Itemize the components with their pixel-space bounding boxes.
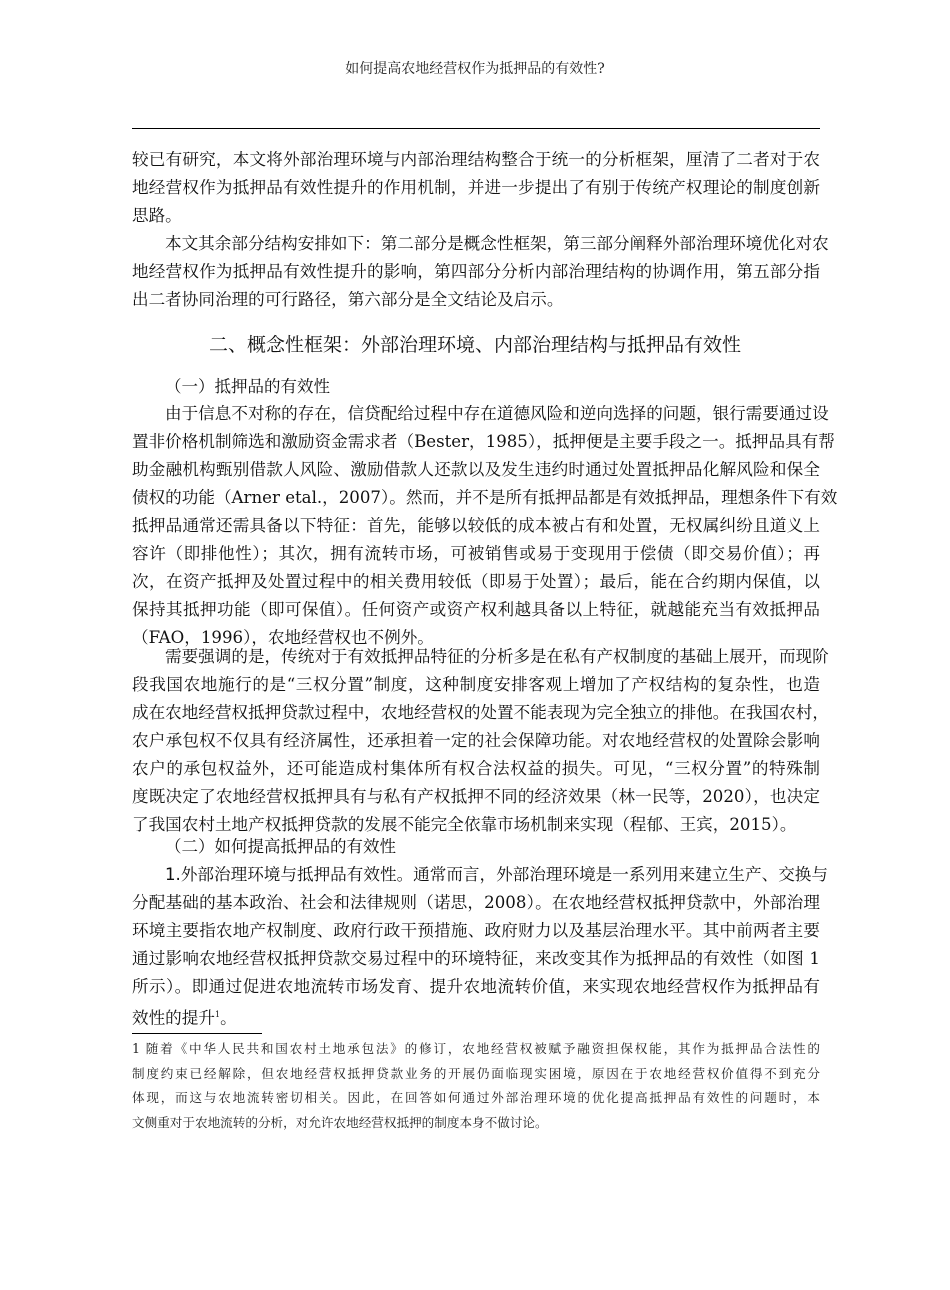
intro-paragraph-1: [132, 146, 820, 230]
paragraph-line: 地经营权作为抵押品有效性提升的作用机制，并进一步提出了有别于传统产权理论的制度创新: [132, 178, 820, 197]
collateral-paragraph-2: [132, 643, 829, 839]
paragraph-line: 需要强调的是，传统对于有效抵押品特征的分析多是在私有产权制度的基础上展开，而现阶: [165, 647, 829, 666]
paragraph-line: （FAO，1996），农地经营权也不例外。: [132, 628, 434, 647]
paragraph-line: 1.外部治理环境与抵押品有效性。通常而言，外部治理环境是一系列用来建立生产、交换与: [165, 865, 828, 884]
paragraph-line: 助金融机构甄别借款人风险、激励借款人还款以及发生违约时通过处置抵押品化解风险和保全: [132, 460, 820, 479]
paragraph-line: 农户的承包权益外，还可能造成村集体所有权合法权益的损失。可见，“三权分置”的特殊制: [132, 759, 820, 778]
subsection-heading-1: （一）抵押品的有效性: [165, 377, 330, 396]
footnote-rule: [132, 1033, 262, 1034]
paragraph-line: 了我国农村土地产权抵押贷款的发展不能完全依靠市场机制来实现（程郁、王宾，2015）。: [132, 815, 797, 834]
paragraph-body: [132, 889, 820, 1001]
paragraph-line: 由于信息不对称的存在，信贷配给过程中存在道德风险和逆向选择的问题，银行需要通过设: [165, 404, 829, 423]
paragraph-lead: 1.外部治理环境与抵押品有效性: [165, 865, 397, 884]
collateral-paragraph-1: [132, 400, 838, 652]
paragraph-line: 次，在资产抵押及处置过程中的相关费用较低（即易于处置）；最后，能在合约期内保值，以: [132, 572, 820, 591]
paragraph-line: 保持其抵押功能（即可保值）。任何资产或资产权利越具备以上特征，就越能充当有效抵押品: [132, 600, 820, 619]
paragraph-line: 体现，而这与农地流转密切相关。因此，在回答如何通过外部治理环境的优化提高抵押品有效性的问题时，本: [132, 1090, 820, 1105]
paragraph-line: 所示）。即通过促进农地流转市场发育、提升农地流转价值，来实现农地经营权作为抵押品有: [132, 977, 820, 996]
paragraph-line: 容许（即排他性）；其次，拥有流转市场，可被销售或易于变现用于偿债（即交易价值）；再: [132, 544, 820, 563]
paragraph-line: 环境主要指农地产权制度、政府行政干预措施、政府财力以及基层治理水平。其中前两者主要: [132, 921, 820, 940]
paragraph-line: 通过影响农地经营权抵押贷款交易过程中的环境特征，来改变其作为抵押品的有效性（如图 1: [132, 949, 820, 968]
paragraph-line: 本文其余部分结构安排如下：第二部分是概念性框架，第三部分阐释外部治理环境优化对农: [165, 234, 829, 253]
paragraph-line: 1 随着《中华人民共和国农村土地承包法》的修订，农地经营权被赋予融资担保权能，其作为抵押品合法性的: [132, 1041, 820, 1056]
paragraph-line: 地经营权作为抵押品有效性提升的影响，第四部分分析内部治理结构的协调作用，第五部分指: [132, 262, 820, 281]
paragraph-line: 效性的提升$^1$。: [132, 1008, 237, 1028]
section-heading: 二、概念性框架：外部治理环境、内部治理结构与抵押品有效性: [208, 334, 741, 356]
paragraph-line: 农户承包权不仅具有经济属性，还承担着一定的社会保障功能。对农地经营权的处置除会影响: [132, 731, 820, 750]
subsection-heading-2: （二）如何提高抵押品的有效性: [165, 837, 396, 856]
running-header: 如何提高农地经营权作为抵押品的有效性?: [345, 61, 605, 77]
paragraph-line: 分配基础的基本政治、社会和法律规则（诺思，2008）。在农地经营权抵押贷款中，外部治理: [132, 893, 820, 912]
paragraph-line: 制度约束已经解除，但农地经营权抵押贷款业务的开展仍面临现实困境，原因在于农地经营权价值得不到充分: [132, 1065, 820, 1081]
footnote: [132, 1037, 820, 1135]
paragraph-line: 抵押品通常还需具备以下特征：首先，能够以较低的成本被占有和处置，无权属纠纷且道义上: [132, 516, 820, 535]
paragraph-line: 思路。: [132, 206, 182, 225]
paragraph-line: 成在农地经营权抵押贷款过程中，农地经营权的处置不能表现为完全独立的排他。在我国农村，: [132, 703, 829, 722]
paragraph-line: 出二者协同治理的可行路径，第六部分是全文结论及启示。: [132, 290, 564, 309]
intro-paragraph-2: [132, 230, 829, 314]
paragraph-line: 段我国农地施行的是“三权分置”制度，这种制度安排客观上增加了产权结构的复杂性，也造: [132, 675, 820, 694]
footnote-ref[interactable]: 1: [214, 1010, 221, 1019]
paragraph-line: 文侧重对于农地流转的分析，对允许农地经营权抵押的制度本身不做讨论。: [132, 1114, 548, 1130]
header-rule: [132, 128, 820, 129]
paragraph-line: 置非价格机制筛选和激励资金需求者（Bester，1985），抵押便是主要手段之一。抵押品具有帮: [132, 432, 835, 451]
paragraph-line: 较已有研究，本文将外部治理环境与内部治理结构整合于统一的分析框架，厘清了二者对于农: [132, 150, 820, 169]
paragraph-line: 债权的功能（Arner etal.，2007）。然而，并不是所有抵押品都是有效抵押品，理想条件下有效: [132, 488, 838, 507]
governance-paragraph: [132, 861, 828, 1033]
paragraph-line: 度既决定了农地经营权抵押具有与私有产权抵押不同的经济效果（林一民等，2020），也决定: [132, 787, 820, 806]
